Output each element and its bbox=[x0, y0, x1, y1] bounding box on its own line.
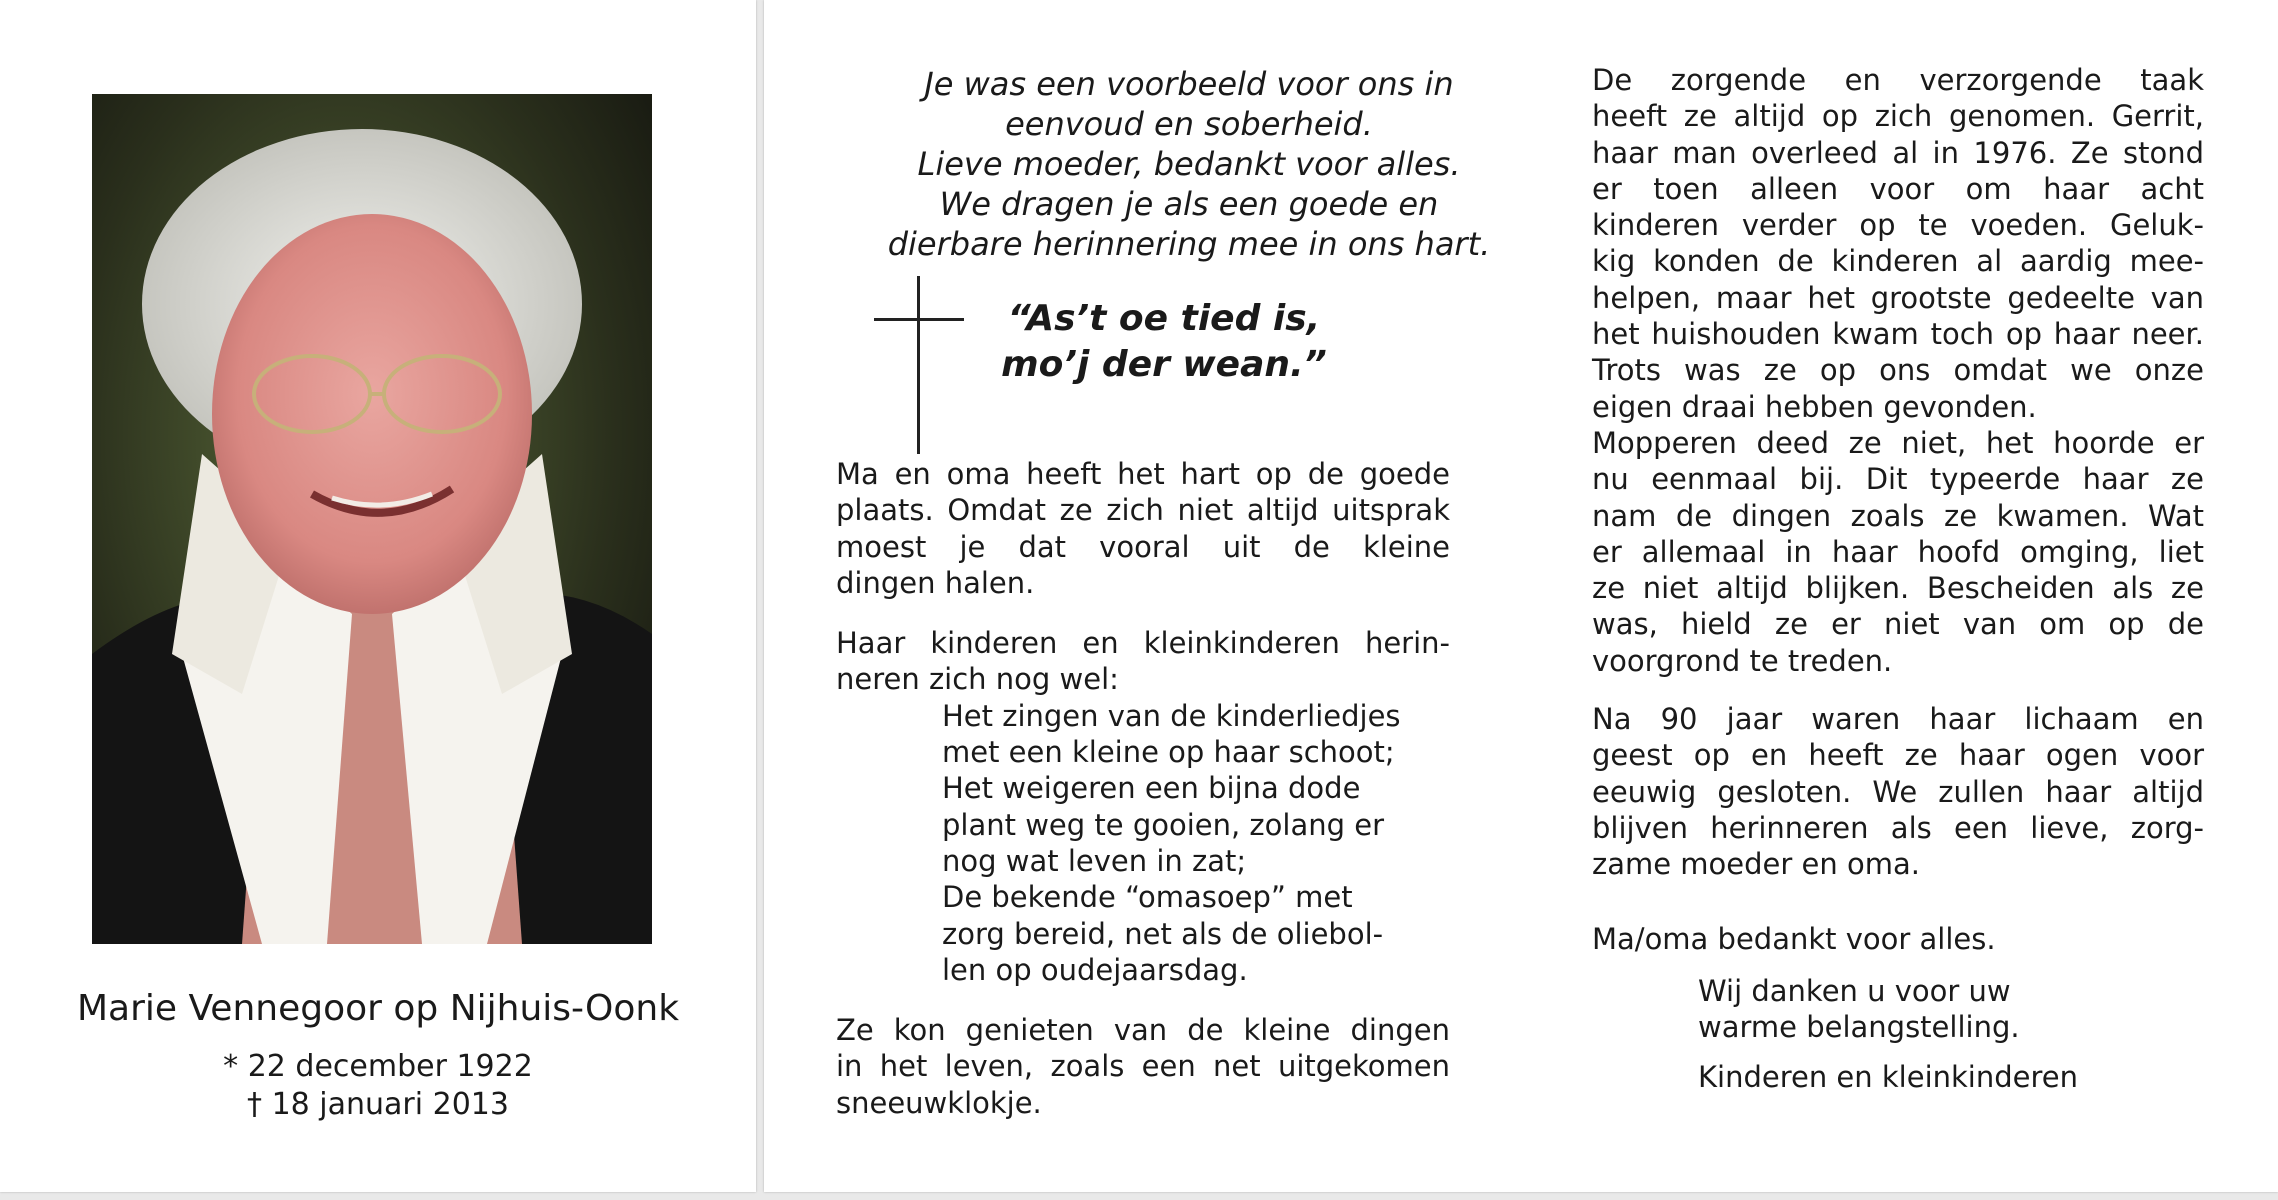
portrait-photo bbox=[92, 94, 652, 944]
poem-line: Je was een voorbeeld voor ons in bbox=[924, 65, 1454, 103]
middle-column bbox=[836, 456, 1450, 1121]
cross-icon bbox=[917, 276, 920, 454]
portrait-illustration bbox=[92, 94, 652, 944]
cross-icon-bar bbox=[874, 318, 964, 321]
text-line: nam de dingen zoals ze kwamen. Wat bbox=[1592, 498, 2204, 533]
list-line: Het weigeren een bijna dode bbox=[942, 771, 1361, 806]
list-line: Het zingen van de kinderliedjes bbox=[942, 698, 1401, 733]
paragraph-care bbox=[1592, 62, 2204, 679]
poem-line: Lieve moeder, bedankt voor alles. bbox=[917, 145, 1461, 183]
thanks-note bbox=[1592, 973, 2204, 1096]
text-line: Haar kinderen en kleinkinderen herin- bbox=[836, 626, 1450, 661]
dialect-quote bbox=[964, 296, 1364, 388]
list-line: len op oudejaarsdag. bbox=[942, 952, 1248, 987]
signature: Kinderen en kleinkinderen bbox=[1698, 1060, 2078, 1095]
list-line: nog wat leven in zat; bbox=[942, 843, 1247, 878]
list-line: De bekende “omasoep” met bbox=[942, 880, 1353, 915]
paragraph-heart bbox=[836, 456, 1450, 601]
text-line: eeuwig gesloten. We zullen haar altijd bbox=[1592, 774, 2204, 809]
text-line: kig konden de kinderen al aardig mee- bbox=[1592, 244, 2204, 279]
text-line: helpen, maar het grootste gedeelte van bbox=[1592, 280, 2204, 315]
paragraph-passing bbox=[1592, 701, 2204, 882]
memories-list bbox=[836, 698, 1450, 988]
text-line: heeft ze altijd op zich genomen. Gerrit, bbox=[1592, 99, 2204, 134]
text-line: geest op en heeft ze haar ogen voor bbox=[1592, 738, 2204, 773]
text-line: eigen draai hebben gevonden. bbox=[1592, 389, 2037, 424]
text-line: Na 90 jaar waren haar lichaam en bbox=[1592, 702, 2204, 737]
text-line: zame moeder en oma. bbox=[1592, 847, 1920, 882]
text-line: plaats. Omdat ze zich niet altijd uitsprak bbox=[836, 493, 1450, 528]
text-line: Ma en oma heeft het hart op de goede bbox=[836, 457, 1450, 491]
thanks-line: warme belangstelling. bbox=[1698, 1010, 2020, 1045]
text-line: Trots was ze op ons omdat we onze bbox=[1592, 353, 2204, 388]
poem-line: We dragen je als een goede en bbox=[939, 185, 1439, 223]
text-line: moest je dat vooral uit de kleine bbox=[836, 529, 1450, 564]
text-line: De zorgende en verzorgende taak bbox=[1592, 63, 2204, 97]
list-line: met een kleine op haar schoot; bbox=[942, 735, 1395, 770]
quote-line: “As’t oe tied is, bbox=[1007, 298, 1321, 339]
paragraph-enjoy bbox=[836, 1012, 1450, 1121]
text-line: ze niet altijd blijken. Bescheiden als ze bbox=[1592, 571, 2204, 606]
text-line: Mopperen deed ze niet, het hoorde er bbox=[1592, 425, 2204, 460]
paragraph-memories bbox=[836, 625, 1450, 988]
text-line: nu eenmaal bij. Dit typeerde haar ze bbox=[1592, 462, 2204, 497]
text-line: sneeuwklokje. bbox=[836, 1085, 1042, 1120]
text-line: dingen halen. bbox=[836, 565, 1035, 600]
text-line: neren zich nog wel: bbox=[836, 662, 1119, 697]
text-line: in het leven, zoals een net uitgekomen bbox=[836, 1049, 1450, 1084]
text-line: was, hield ze er niet van om op de bbox=[1592, 607, 2204, 642]
poem-line: eenvoud en soberheid. bbox=[1005, 105, 1373, 143]
text-line: blijven herinneren als een lieve, zorg- bbox=[1592, 810, 2204, 845]
poem bbox=[824, 64, 1554, 264]
text-line: haar man overleed al in 1976. Ze stond bbox=[1592, 135, 2204, 170]
memorial-card-front bbox=[0, 0, 756, 1192]
text-line: er toen alleen voor om haar acht bbox=[1592, 171, 2204, 206]
right-column bbox=[1592, 62, 2204, 1096]
poem-line: dierbare herinnering mee in ons hart. bbox=[887, 225, 1491, 263]
deceased-name: Marie Vennegoor op Nijhuis-Oonk bbox=[76, 988, 680, 1029]
text-line: kinderen verder op te voeden. Geluk- bbox=[1592, 208, 2204, 243]
death-date: † 18 januari 2013 bbox=[247, 1087, 509, 1122]
list-line: zorg bereid, net als de oliebol- bbox=[942, 916, 1384, 951]
text-line: Ze kon genieten van de kleine dingen bbox=[836, 1013, 1450, 1048]
text-line: het huishouden kwam toch op haar neer. bbox=[1592, 317, 2204, 352]
thanks-line: Wij danken u voor uw bbox=[1698, 973, 2011, 1008]
closing-line: Ma/oma bedankt voor alles. bbox=[1592, 921, 1996, 956]
text-line: er allemaal in haar hoofd omging, liet bbox=[1592, 534, 2204, 569]
life-dates bbox=[0, 1048, 756, 1124]
text-line: voorgrond te treden. bbox=[1592, 643, 1893, 678]
quote-line: mo’j der wean.” bbox=[1001, 344, 1327, 385]
birth-date: * 22 december 1922 bbox=[223, 1049, 533, 1084]
list-line: plant weg te gooien, zolang er bbox=[942, 807, 1384, 842]
memorial-card-inside bbox=[764, 0, 2278, 1192]
